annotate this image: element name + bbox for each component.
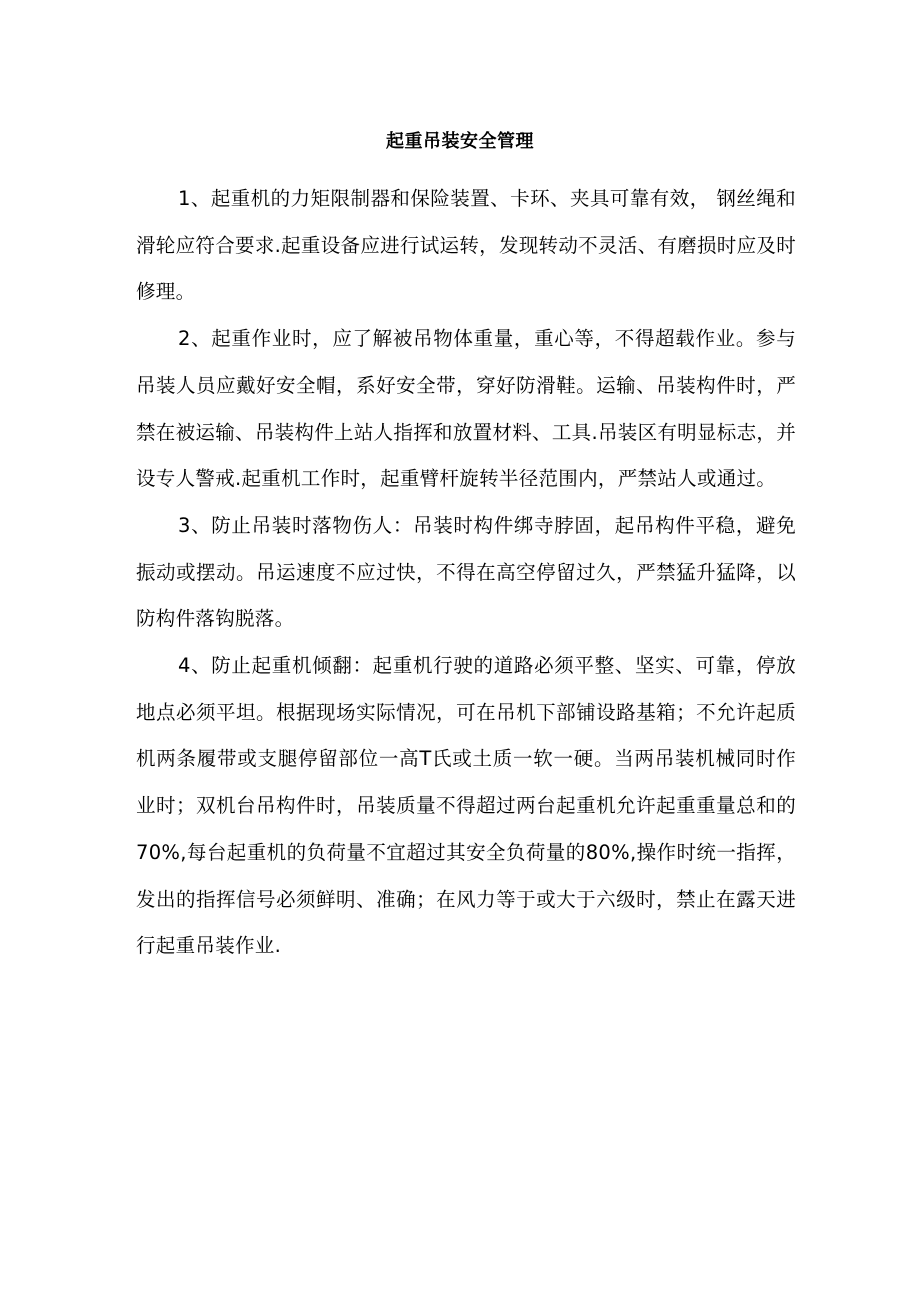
paragraph-1: 1、起重机的力矩限制器和保险装置、卡环、夹具可靠有效， 钢丝绳和滑轮应符合要求.起重设备应进行试运转，发现转动不灵活、有磨损时应及时修理。 bbox=[136, 187, 796, 304]
paragraph-2: 2、起重作业时，应了解被吊物体重量，重心等，不得超载作业。参与吊装人员应戴好安全帽，系好安全带，穿好防滑鞋。运输、吊装构件时，严禁在被运输、吊装构件上站人指挥和放置材料、工具.吊装区有明显标志，并设专人警戒.起重机工作时，起重臂杆旋转半径范围内，严禁站人或通过。 bbox=[136, 327, 796, 491]
document-body bbox=[136, 176, 796, 970]
document-title: 起重吊装安全管理 bbox=[386, 131, 534, 152]
paragraph-3: 3、防止吊装时落物伤人：吊装时构件绑寺脖固，起吊构件平稳，避免振动或摆动。吊运速度不应过快，不得在高空停留过久，严禁猛升猛降，以防构件落钩脱落。 bbox=[136, 513, 796, 631]
paragraph-4: 4、防止起重机倾翻：起重机行驶的道路必须平整、坚实、可靠，停放地点必须平坦。根据现场实际情况，可在吊机下部铺设路基箱；不允许起质机两条履带或支腿停留部位一高T氏或土质一软一硬。当两吊装机械同时作业时；双机台吊构件时，吊装质量不得超过两台起重机允许起重重量总和的70%,每台起重机的负荷量不宜超过其安全负荷量的80%,操作时统一指挥， 发出的指挥信号必须鲜明、准确；在风力等于或大于六级时，禁止在露天进行起重吊装作业. bbox=[136, 654, 796, 958]
